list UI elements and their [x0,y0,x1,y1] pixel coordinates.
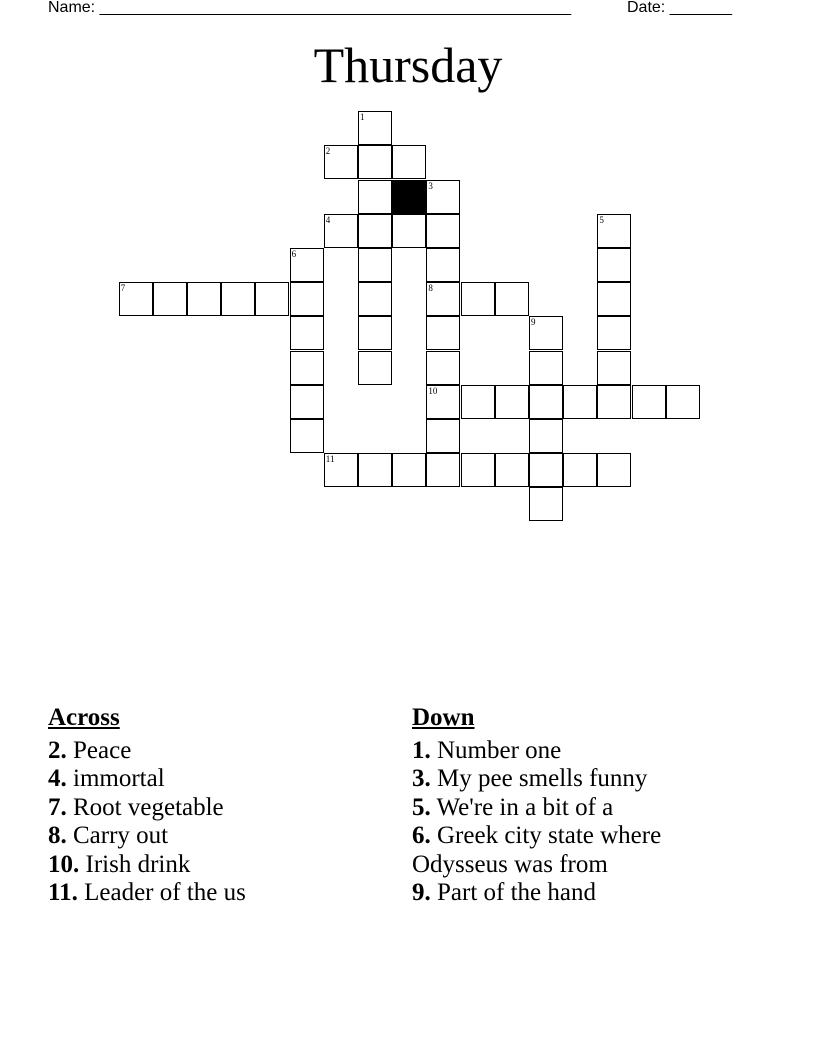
crossword-cell[interactable] [187,282,221,316]
crossword-cell[interactable] [597,351,631,385]
crossword-cell[interactable] [597,316,631,350]
across-clue [48,851,378,880]
name-field-label: Name: _____________________________________________________ [48,0,572,16]
down-heading: Down [412,704,475,731]
across-heading: Across [48,704,120,731]
clue-text: immortal [66,765,165,792]
crossword-cell[interactable] [597,248,631,282]
crossword-cell[interactable] [529,351,563,385]
crossword-cell[interactable] [666,385,700,419]
clue-number: 9. [412,879,431,906]
down-clues [412,704,742,908]
crossword-cell[interactable] [495,453,529,487]
across-clue [48,765,378,794]
down-clue [412,765,742,794]
crossword-cell[interactable] [597,385,631,419]
crossword-cell[interactable] [563,385,597,419]
clue-number: 3. [412,765,431,792]
clue-text: We're in a bit of a [430,793,614,821]
crossword-cell[interactable] [529,419,563,453]
clue-number-label: 11 [325,454,335,465]
crossword-cell[interactable] [358,111,392,145]
crossword-cell[interactable] [290,248,324,282]
crossword-cell[interactable] [324,214,358,248]
clue-number: 1. [412,736,431,764]
across-clues [48,704,378,908]
across-clue [48,822,378,851]
crossword-cell[interactable] [597,453,631,487]
crossword-cell[interactable] [461,282,495,316]
clue-number: 11. [48,879,78,906]
down-clue [412,822,742,879]
clue-text: Root vegetable [66,793,224,821]
crossword-cell[interactable] [426,316,460,350]
clue-number-label: 9 [531,317,536,328]
crossword-cell[interactable] [426,180,460,214]
crossword-cell[interactable] [290,385,324,419]
crossword-cell[interactable] [290,351,324,385]
clue-number: 5. [412,793,431,821]
crossword-cell[interactable] [461,385,495,419]
crossword-cell[interactable] [324,453,358,487]
crossword-cell[interactable] [529,487,563,521]
clue-text: Number one [430,736,562,764]
clue-number-label: 1 [360,112,365,123]
crossword-cell[interactable] [597,214,631,248]
crossword-cell[interactable] [426,419,460,453]
crossword-cell[interactable] [529,316,563,350]
crossword-cell[interactable] [426,385,460,419]
clue-number-label: 8 [428,283,433,294]
clue-number: 8. [48,822,67,849]
crossword-cell[interactable] [563,453,597,487]
crossword-cell[interactable] [290,419,324,453]
crossword-cell[interactable] [290,316,324,350]
clue-number: 6. [412,822,431,849]
crossword-cell[interactable] [392,453,426,487]
clue-number-label: 6 [291,248,297,259]
across-clue [48,879,378,908]
across-clue [48,794,378,823]
crossword-cell[interactable] [358,316,392,350]
crossword-cell[interactable] [324,145,358,179]
crossword-cell[interactable] [358,145,392,179]
clue-number: 4. [48,765,67,792]
crossword-cell[interactable] [426,351,460,385]
across-clue [48,737,378,766]
clue-text: Leader of the us [77,879,246,906]
clue-number: 2. [48,736,67,764]
clue-number-label: 5 [599,214,604,225]
crossword-cell[interactable] [426,282,460,316]
crossword-cell[interactable] [358,248,392,282]
crossword-cell[interactable] [632,385,666,419]
clue-text: Greek city state where Odysseus was from [412,822,662,878]
date-field-label: Date: _______ [627,0,732,16]
crossword-cell[interactable] [495,385,529,419]
crossword-cell[interactable] [529,453,563,487]
clue-number: 7. [48,793,67,821]
clue-number-label: 2 [325,146,331,157]
crossword-cell[interactable] [426,453,460,487]
clue-number-label: 3 [428,180,433,191]
down-clue [412,737,742,766]
crossword-cell[interactable] [221,282,255,316]
clue-text: Part of the hand [430,879,596,906]
clue-number-label: 7 [120,283,126,294]
page-title: Thursday [313,37,503,93]
crossword-cell[interactable] [426,214,460,248]
crossword-cell[interactable] [358,351,392,385]
crossword-cell[interactable] [597,282,631,316]
crossword-cell[interactable] [426,248,460,282]
clue-number-label: 10 [428,385,438,396]
down-clue [412,879,742,908]
crossword-cell[interactable] [392,145,426,179]
crossword-cell[interactable] [358,282,392,316]
crossword-cell[interactable] [495,282,529,316]
clue-text: Irish drink [79,850,191,878]
clue-number-label: 4 [325,214,331,225]
clue-number: 10. [48,850,80,878]
crossword-black-cell [392,180,426,214]
down-clue [412,794,742,823]
crossword-cell[interactable] [392,214,426,248]
crossword-cell[interactable] [255,282,289,316]
crossword-cell[interactable] [358,214,392,248]
crossword-cell[interactable] [358,453,392,487]
crossword-cell[interactable] [461,453,495,487]
clue-text: My pee smells funny [430,765,648,792]
clue-text: Peace [66,736,132,764]
crossword-cell[interactable] [529,385,563,419]
crossword-cell[interactable] [119,282,153,316]
crossword-cell[interactable] [153,282,187,316]
clue-text: Carry out [66,822,169,849]
crossword-cell[interactable] [290,282,324,316]
crossword-cell[interactable] [358,180,392,214]
